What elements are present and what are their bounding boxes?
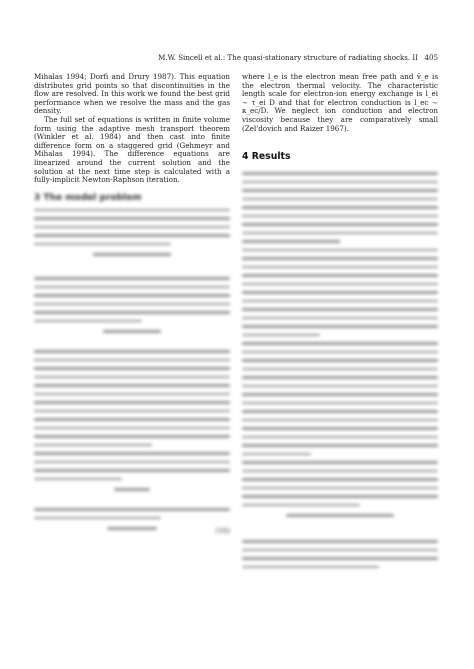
blurred-text-block-4	[34, 452, 230, 480]
right-column	[242, 73, 438, 574]
section-heading-results: 4 Results	[242, 151, 291, 163]
blurred-results-block-5	[242, 540, 438, 568]
blurred-text-block-2	[34, 277, 230, 322]
blurred-equation-1	[34, 253, 230, 269]
left-paragraph-2: The full set of equations is written in finite volume form using the adaptive mesh transport theorem (Winkler et al. 1984) and then cast into finite difference form on a staggered grid (Gehmeyr and Mihalas 1994). The difference equations are linearized around the current solution and the solution at the next time step is calculated with a fully-implicit Newton-Raphson iteration.	[34, 114, 230, 185]
blurred-results-equation	[242, 514, 438, 532]
blurred-text-block-3	[34, 350, 230, 446]
blurred-results-block-2	[242, 249, 438, 337]
blurred-results-block-3	[242, 342, 438, 455]
running-title: M.W. Sincell et al.: The quasi-stationary structure of radiating shocks. II	[158, 53, 418, 62]
blurred-right-section	[242, 172, 438, 568]
blurred-text-block-1	[34, 209, 230, 246]
blurred-left-section	[34, 193, 230, 542]
left-column	[34, 73, 230, 549]
page-number: 405	[424, 53, 438, 62]
blurred-results-block-1	[242, 172, 438, 243]
blurred-equation-3	[34, 488, 230, 500]
blurred-text-block-5	[34, 508, 230, 519]
equation-number: (16)	[215, 527, 230, 536]
blurred-equation-4	[34, 527, 230, 541]
left-paragraph-1: Mihalas 1994; Dorfi and Drury 1987). This equation distributes grid points so that discontinuities in the flow are resolved. In this work we found the best grid performance when we resolve the mass and the gas density.	[34, 72, 230, 116]
blurred-section-heading: 3 The model problem	[34, 192, 142, 203]
blurred-equation-2	[34, 330, 230, 342]
blurred-results-block-4	[242, 461, 438, 506]
right-paragraph-1: where l_e is the electron mean free path and v̄_e is the electron thermal velocity. The characteristic length scale for electron-ion energy exchange is l_ei ∼ τ_ei D and that for electron conduction is l_ec ∼ κ_ec/D. We neglect ion conduction and electron viscosity because they are comparatively small (Zel'dovich and Raizer 1967).	[242, 72, 438, 133]
